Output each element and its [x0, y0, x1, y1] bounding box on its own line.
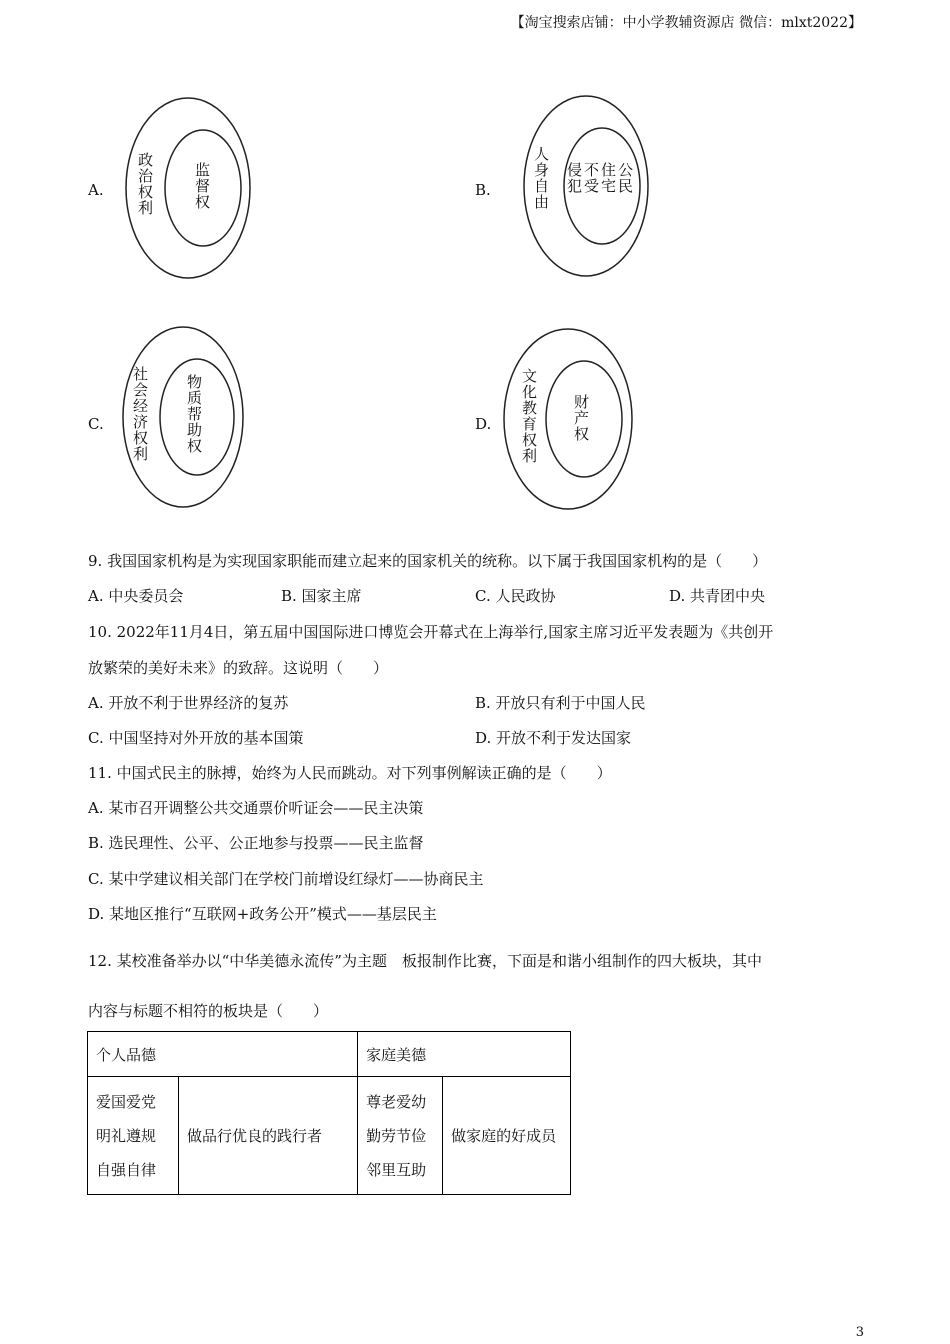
- q11-option-d: D. 某地区推行“互联网+政务公开”模式——基层民主: [88, 905, 437, 923]
- q10-option-a: A. 开放不利于世界经济的复苏: [88, 694, 289, 712]
- q11-option-a: A. 某市召开调整公共交通票价听证会——民主决策: [88, 799, 424, 817]
- personal-title-cell: 做品行优良的践行者: [179, 1077, 358, 1195]
- diagram-d: [500, 322, 640, 522]
- personal-item: 自强自律: [96, 1160, 157, 1179]
- q9-option-c: C. 人民政协: [475, 587, 556, 605]
- q10-option-d: D. 开放不利于发达国家: [475, 729, 632, 747]
- personal-items-cell: [88, 1077, 179, 1195]
- diagram-a-outer-label: 政治权利: [136, 152, 154, 216]
- header-family-virtue: 家庭美德: [358, 1032, 571, 1077]
- diagram-b: [520, 88, 660, 288]
- q11-option-c: C. 某中学建议相关部门在学校门前增设红绿灯——协商民主: [88, 870, 484, 888]
- q12-stem-line1: 12. 某校准备举办以“中华美德永流传”为主题 板报制作比赛，下面是和谐小组制作的四大板块，其中: [88, 952, 762, 970]
- diagram-b-letter: B.: [475, 181, 491, 199]
- family-item: 尊老爱幼: [366, 1092, 427, 1111]
- q10-stem-line1: 10. 2022年11月4日，第五届中国国际进口博览会开幕式在上海举行,国家主席习近平发表题为《共创开: [88, 623, 774, 641]
- page-number: 3: [855, 1325, 864, 1340]
- q9-option-a: A. 中央委员会: [88, 587, 184, 605]
- diagram-a: [118, 88, 258, 288]
- family-title-cell: 做家庭的好成员: [443, 1077, 571, 1195]
- q9-stem: 9. 我国国家机构是为实现国家职能而建立起来的国家机关的统称。以下属于我国国家机构的是（ ）: [88, 552, 768, 570]
- q11-option-b: B. 选民理性、公平、公正地参与投票——民主监督: [88, 834, 424, 852]
- q9-option-b: B. 国家主席: [281, 587, 362, 605]
- q11-stem: 11. 中国式民主的脉搏，始终为人民而跳动。对下列事例解读正确的是（ ）: [88, 764, 612, 782]
- q9-option-d: D. 共青团中央: [669, 587, 766, 605]
- diagram-d-inner-label: 财产权: [572, 394, 590, 442]
- diagram-d-letter: D.: [475, 415, 492, 433]
- table-header-row: [88, 1032, 571, 1077]
- family-item: 邻里互助: [366, 1160, 427, 1179]
- q10-option-c: C. 中国坚持对外开放的基本国策: [88, 729, 304, 747]
- q12-stem-line2: 内容与标题不相符的板块是（ ）: [88, 1002, 329, 1020]
- diagram-c-outer-label: 社会经济权利: [131, 366, 149, 462]
- table-body-row: [88, 1077, 571, 1195]
- diagram-b-outer-label: 人身自由: [532, 146, 550, 210]
- family-item: 勤劳节俭: [366, 1126, 427, 1145]
- diagram-c: [117, 322, 257, 522]
- diagram-c-letter: C.: [88, 415, 104, 433]
- family-items-cell: [358, 1077, 443, 1195]
- diagram-a-inner-label: 监督权: [193, 162, 211, 210]
- diagram-b-inner-label: 公民住宅不受侵犯: [565, 162, 634, 194]
- personal-item: 爱国爱党: [96, 1092, 157, 1111]
- page-header: 【淘宝搜索店铺：中小学教辅资源店 微信：mlxt2022】: [510, 15, 862, 31]
- q10-stem-line2: 放繁荣的美好未来》的致辞。这说明（ ）: [88, 659, 389, 677]
- q10-option-b: B. 开放只有利于中国人民: [475, 694, 646, 712]
- diagram-d-outer-label: 文化教育权利: [520, 368, 538, 464]
- diagram-a-letter: A.: [88, 181, 104, 199]
- diagram-c-inner-label: 物质帮助权: [185, 374, 203, 454]
- personal-item: 明礼遵规: [96, 1126, 157, 1145]
- q12-board-table: [87, 1031, 571, 1195]
- header-personal-virtue: 个人品德: [88, 1032, 358, 1077]
